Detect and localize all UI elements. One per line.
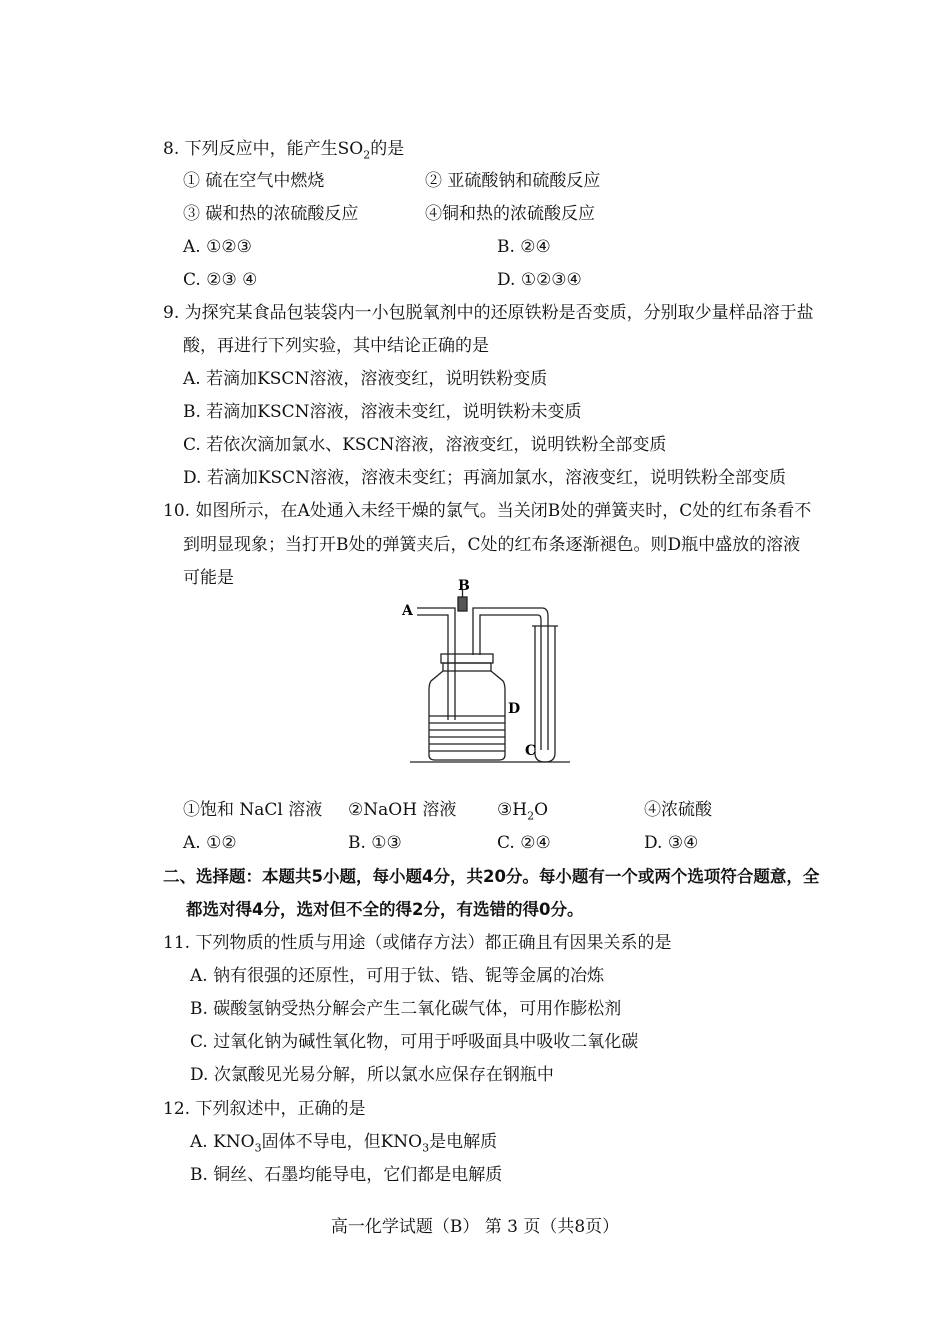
q11-stem: 11. 下列物质的性质与用途（或储存方法）都正确且有因果关系的是 <box>163 933 672 953</box>
section2-heading-line1: 二、选择题：本题共5小题，每小题4分，共20分。每小题有一个或两个选项符合题意，全 <box>163 867 820 886</box>
q10-stem-line3: 可能是 <box>183 568 234 588</box>
q8-option-c: C. ②③ ④ <box>183 270 258 290</box>
q8-item-4: ④铜和热的浓硫酸反应 <box>425 204 595 224</box>
q12-option-a: A. $KNO_3$固体不导电，但$KNO_3$是电解质 <box>190 1132 498 1155</box>
test-tube <box>535 626 555 762</box>
q11-option-a: A. 钠有很强的还原性，可用于钛、锆、铌等金属的冶炼 <box>190 966 605 986</box>
q8-item-3: ③ 碳和热的浓硫酸反应 <box>183 204 359 224</box>
q9-option-d: D. 若滴加KSCN溶液，溶液未变红；再滴加氯水，溶液变红，说明铁粉全部变质 <box>183 468 787 488</box>
q10-item-3: $③H_2O$ <box>497 800 549 823</box>
q10-stem-line2: 到明显现象；当打开B处的弹簧夹后，C处的红布条逐渐褪色。则D瓶中盛放的溶液 <box>183 535 801 555</box>
q8-option-d: D. ①②③④ <box>497 270 582 290</box>
q12-stem: 12. 下列叙述中，正确的是 <box>163 1099 366 1119</box>
bottle-neck <box>443 663 491 671</box>
q8-option-b: B. ②④ <box>497 237 551 257</box>
q12-option-b: B. 铜丝、石墨均能导电，它们都是电解质 <box>190 1165 503 1185</box>
q10-option-d: D. ③④ <box>644 833 699 853</box>
label-d: D <box>508 701 521 717</box>
q10-option-c: C. ②④ <box>497 833 551 853</box>
q8-item-2: ② 亚硫酸钠和硫酸反应 <box>425 171 601 191</box>
q10-stem-line1: 10. 如图所示，在A处通入未经干燥的氯气。当关闭B处的弹簧夹时，C处的红布条看不 <box>163 501 812 521</box>
q10-item-4: ④浓硫酸 <box>644 800 712 820</box>
spring-clamp <box>458 597 467 611</box>
q9-stem-line2: 酸，再进行下列实验，其中结论正确的是 <box>183 336 489 356</box>
q10-item-1: ①饱和 NaCl 溶液 <box>183 800 323 820</box>
q11-option-d: D. 次氯酸见光易分解，所以氯水应保存在钢瓶中 <box>190 1065 554 1085</box>
inlet-tube <box>417 608 455 720</box>
section2-heading-line2: 都选对得4分，选对但不全的得2分，有选错的得0分。 <box>186 900 584 919</box>
q11-option-c: C. 过氧化钠为碱性氧化物，可用于呼吸面具中吸收二氧化碳 <box>190 1032 639 1052</box>
page-footer: 高一化学试题（B） 第 3 页（共8页） <box>330 1217 620 1237</box>
q9-option-a: A. 若滴加KSCN溶液，溶液变红，说明铁粉变质 <box>183 369 548 389</box>
q9-option-c: C. 若依次滴加氯水、KSCN溶液，溶液变红，说明铁粉全部变质 <box>183 435 667 455</box>
q10-item-2: ②NaOH 溶液 <box>348 800 457 820</box>
label-b: B <box>458 578 470 594</box>
stopper <box>441 654 493 663</box>
q8-stem: 8. 下列反应中，能产生$SO_2$的是 <box>163 139 405 162</box>
gas-washing-apparatus-figure <box>395 578 575 768</box>
label-c: C <box>525 743 537 759</box>
q10-option-b: B. ①③ <box>348 833 402 853</box>
q11-option-b: B. 碳酸氢钠受热分解会产生二氧化碳气体，可用作膨松剂 <box>190 999 622 1019</box>
label-a: A <box>402 603 413 619</box>
q10-option-a: A. ①② <box>183 833 237 853</box>
q9-option-b: B. 若滴加KSCN溶液，溶液未变红，说明铁粉未变质 <box>183 402 582 422</box>
q8-item-1: ① 硫在空气中燃烧 <box>183 171 325 191</box>
outlet-tube <box>473 608 548 750</box>
q8-option-a: A. ①②③ <box>183 237 252 257</box>
q9-stem-line1: 9. 为探究某食品包装袋内一小包脱氧剂中的还原铁粉是否变质，分别取少量样品溶于盐 <box>163 303 814 323</box>
